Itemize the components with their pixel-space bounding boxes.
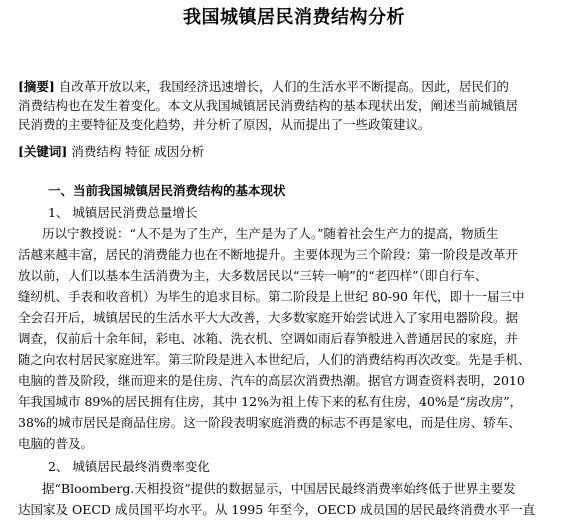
abstract-line-1 xyxy=(18,78,582,96)
paragraph-line: 放以前，人们以基本生活消费为主，大多数居民以“三转一响”的“老四样”（即自行车、 xyxy=(18,268,488,283)
subsection-2-heading: 2、 城镇居民最终消费率变化 xyxy=(48,459,210,474)
paragraph-line: 随之向农村居民家庭进军。第三阶段是进入本世纪后，人们的消费结构再次改变。先是手机、 xyxy=(18,352,531,367)
keywords-text: 消费结构 特征 成因分析 xyxy=(71,144,205,159)
paragraph-line: 达国家及 OECD 成员国平均水平。从 1995 年至今，OECD 成员国的居民最终消费水平一直 xyxy=(18,502,536,517)
section-heading: 一、当前我国城镇居民消费结构的基本现状 xyxy=(48,183,286,198)
abstract-line-2: 消费结构也在发生着变化。本文从我国城镇居民消费结构的基本现状出发，阐述当前城镇居 xyxy=(18,98,519,113)
paragraph-line: 全会召开后，城镇居民的生活水平大大改善，大多数家庭开始尝试进入了家用电器阶段。据 xyxy=(18,310,519,325)
paragraph-line: 历以宁教授说：“人不是为了生产，生产是为了人。”随着社会生产力的提高，物质生 xyxy=(42,226,499,241)
paragraph-line: 年我国城市 89%的居民拥有住房，其中 12%为祖上传下来的私有住房，40%是“房改房”， xyxy=(18,394,523,409)
paragraph-line: 调查，仅前后十余年间，彩电、冰箱、洗衣机、空调如雨后春笋般进入普通居民的家庭，并 xyxy=(18,331,519,346)
paragraph-line: 据“Bloomberg.天相投资”提供的数据显示，中国居民最终消费率始终低于世界主要发 xyxy=(42,481,516,496)
paragraph-line: 电脑的普及阶段，继而迎来的是住房、汽车的高层次消费热潮。据官方调查资料表明，2010 xyxy=(18,373,525,388)
abstract-label: [摘要] xyxy=(18,79,55,94)
paragraph-line: 38%的城市居民是商品住房。这一阶段表明家庭消费的标志不再是家电，而是住房、轿车、 xyxy=(18,415,521,430)
paragraph-line: 缝纫机、手表和收音机）为毕生的追求目标。第二阶段是上世纪 80-90 年代，即十一届三中 xyxy=(18,289,525,304)
abstract-text-1: 自改革开放以来，我国经济迅速增长，人们的生活水平不断提高。因此，居民们的 xyxy=(58,79,509,94)
keywords-line xyxy=(18,143,582,161)
subsection-1-heading: 1、 城镇居民消费总量增长 xyxy=(48,205,198,220)
paragraph-line: 活越来越丰富，居民的消费能力也在不断地提升。主要体现为三个阶段：第一阶段是改革开 xyxy=(18,247,519,262)
keywords-label: [关键词] xyxy=(18,144,68,159)
paragraph-line: 电脑的普及。 xyxy=(18,436,94,451)
abstract-line-3: 民消费的主要特征及变化趋势，并分析了原因，从而提出了一些政策建议。 xyxy=(18,117,431,132)
document-title: 我国城镇居民消费结构分析 xyxy=(183,7,405,28)
